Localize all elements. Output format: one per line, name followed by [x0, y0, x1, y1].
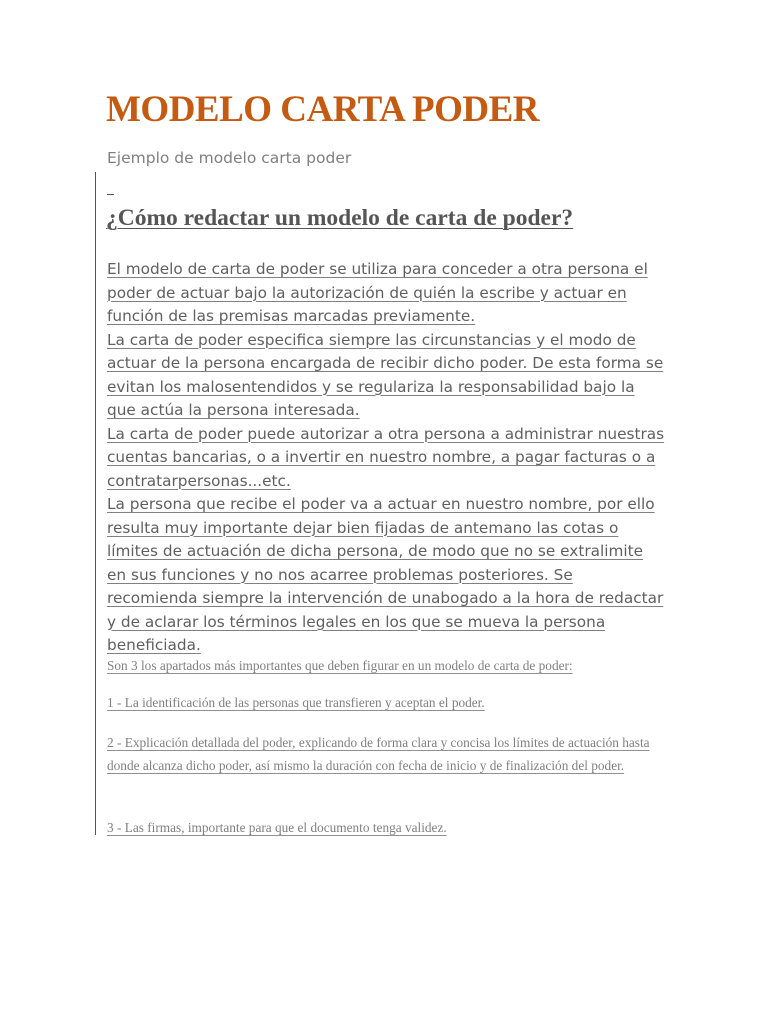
list-item-3-link[interactable]: 3 - Las firmas, importante para que el documento tenga validez.	[107, 820, 447, 835]
list-item-2-link[interactable]: 2 - Explicación detallada del poder, explicando de forma clara y concisa los límites de actuación hasta donde alcanza dicho poder, así mismo la duración con fecha de inicio y de finalización del poder.	[107, 735, 650, 773]
paragraph-3[interactable]: La carta de poder puede autorizar a otra persona a administrar nuestras cuentas bancarias, o a invertir en nuestro nombre, a pagar facturas o a contratarpersonas...etc.	[107, 424, 665, 490]
anchor-mark	[107, 194, 114, 195]
document-subtitle: Ejemplo de modelo carta poder	[107, 149, 352, 167]
paragraph-4[interactable]: La persona que recibe el poder va a actuar en nuestro nombre, por ello resulta muy importante dejar bien fijadas de antemano las cotas o límites de actuación de dicha persona, de modo que no se extralimite en sus funciones y no nos acarree problemas posteriores. Se recomienda siempre la intervención de unabogado a la hora de redactar y de aclarar los términos legales en los que se mueva la persona beneficiada.	[107, 495, 664, 654]
section-heading-link[interactable]: ¿Cómo redactar un modelo de carta de poder?	[106, 205, 574, 231]
list-intro-link[interactable]: Son 3 los apartados más importantes que deben figurar en un modelo de carta de poder:	[107, 658, 573, 673]
left-margin-rule	[95, 172, 96, 835]
document-title: MODELO CARTA PODER	[106, 89, 540, 130]
paragraph-1[interactable]: El modelo de carta de poder se utiliza para conceder a otra persona el poder de actuar bajo la autorización de quién la escribe y actuar en función de las premisas marcadas previamente.	[107, 260, 648, 325]
body-text	[107, 258, 667, 658]
list-item-1-link[interactable]: 1 - La identificación de las personas que transfieren y aceptan el poder.	[107, 695, 485, 710]
paragraph-2[interactable]: La carta de poder especifica siempre las circunstancias y el modo de actuar de la persona encargada de recibir dicho poder. De esta forma se evitan los malosentendidos y se regulariza la responsabilidad bajo la que actúa la persona interesada.	[107, 330, 664, 419]
